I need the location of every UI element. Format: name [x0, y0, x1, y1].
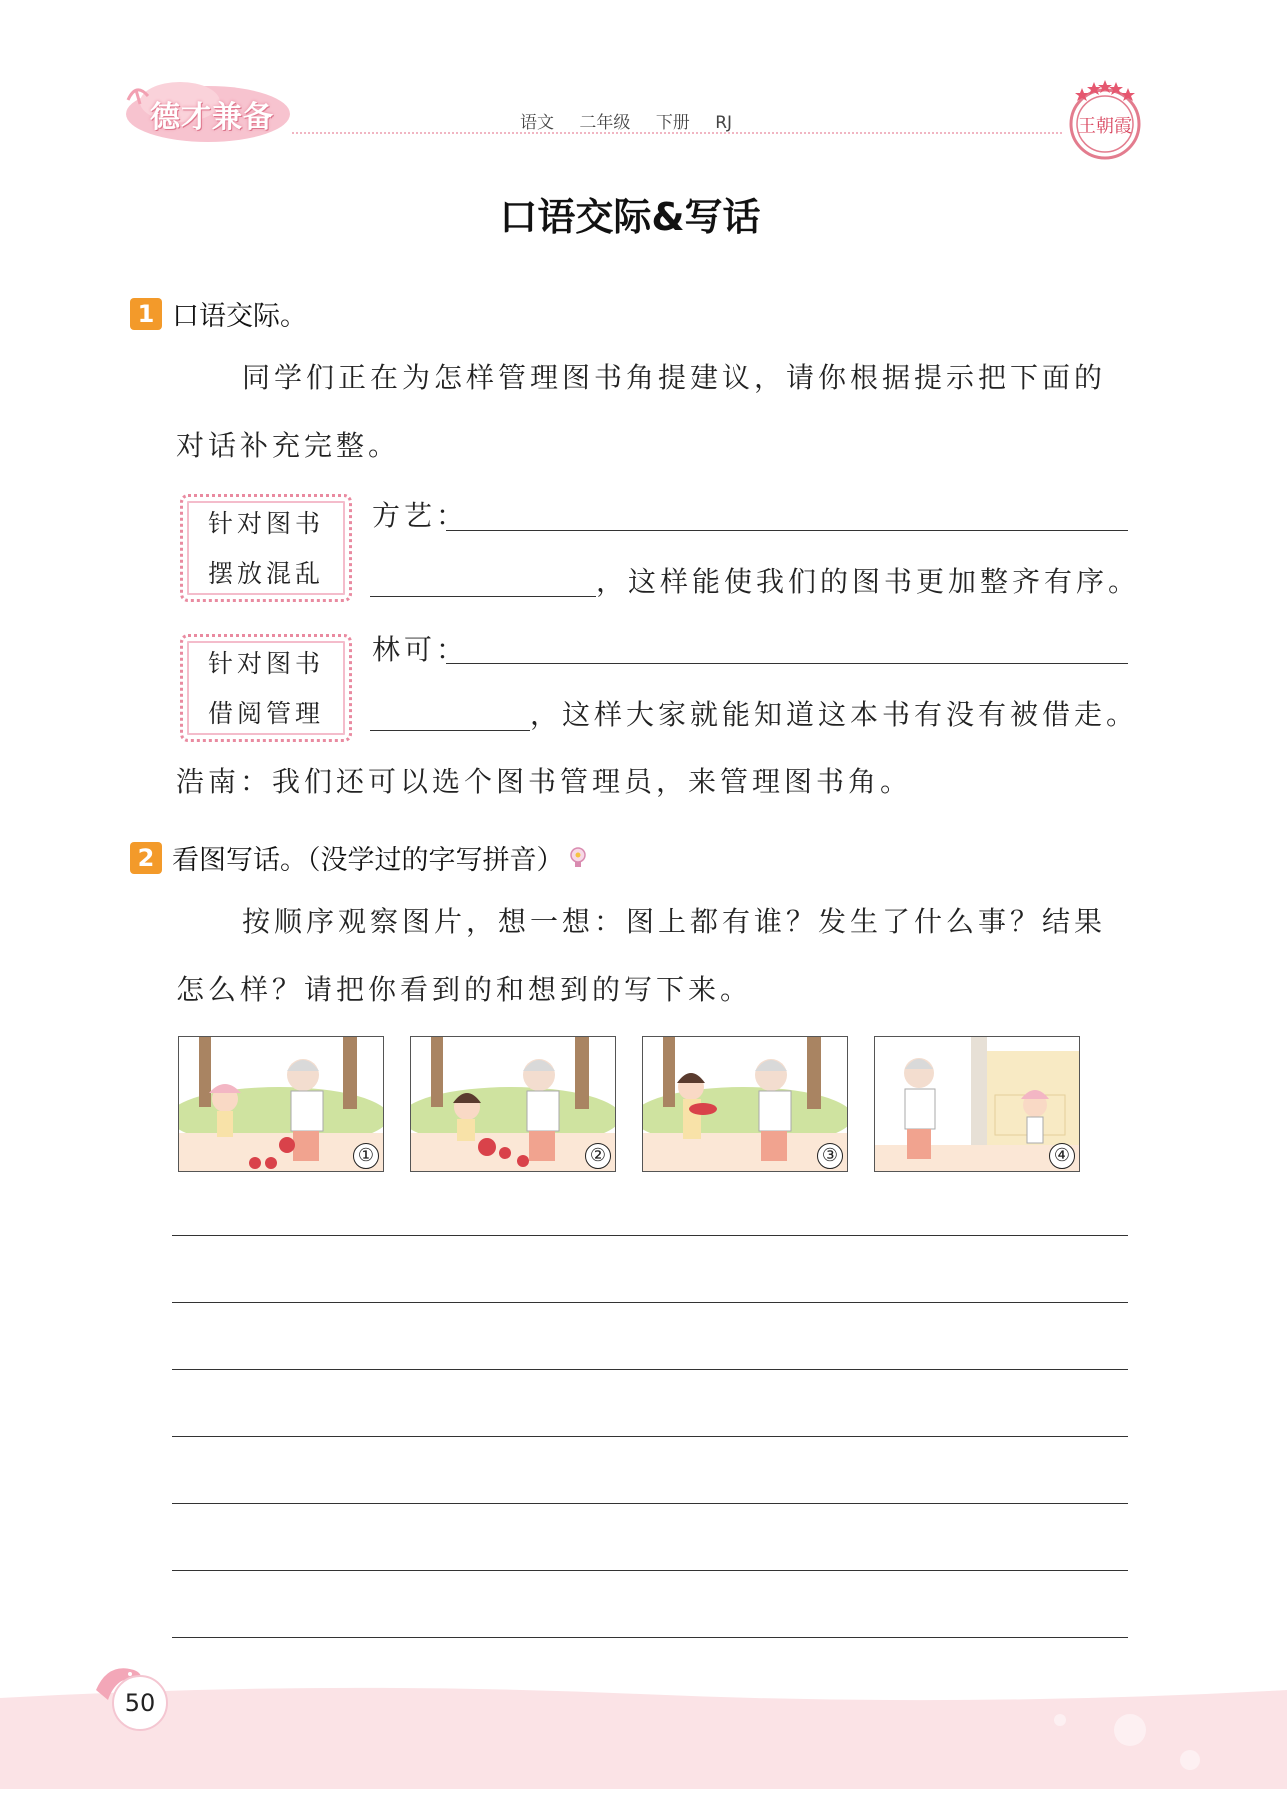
section-1-intro-line1: 同学们正在为怎样管理图书角提建议，请你根据提示把下面的 [242, 361, 1107, 394]
picture-number: ④ [1049, 1143, 1075, 1169]
answer-blank-linke-1[interactable] [446, 663, 1128, 664]
hint-line: 借阅管理 [207, 699, 324, 728]
section-2-title: 看图写话。（没学过的字写拼音） [172, 845, 564, 876]
footer-background [0, 1680, 1287, 1789]
picture-panel-1 [178, 1036, 384, 1172]
book-info [520, 108, 752, 133]
section-1-intro-line2: 对话补充完整。 [176, 429, 401, 462]
section-1-title: 口语交际。 [172, 301, 307, 332]
fangyi-continuation: ，这样能使我们的图书更加整齐有序。 [596, 565, 1141, 598]
picture-number: ③ [817, 1143, 843, 1169]
linke-continuation: ，这样大家就能知道这本书有没有被借走。 [530, 698, 1139, 731]
section-1-heading [130, 294, 307, 333]
edition-label: RJ [715, 113, 733, 133]
answer-blank-linke-2[interactable] [370, 730, 530, 731]
logo-text: 德才兼备 [150, 100, 274, 135]
publisher-logo [120, 78, 292, 146]
writing-line[interactable] [172, 1436, 1128, 1437]
hint-line: 摆放混乱 [207, 559, 324, 588]
volume-label: 下册 [655, 113, 690, 133]
header-divider [292, 132, 1062, 134]
section-2-intro-line2: 怎么样？请把你看到的和想到的写下来。 [176, 973, 753, 1006]
picture-number: ① [353, 1143, 379, 1169]
grade-label: 二年级 [579, 113, 631, 133]
hint-line: 针对图书 [207, 509, 324, 538]
writing-line[interactable] [172, 1637, 1128, 1638]
writing-line[interactable] [172, 1302, 1128, 1303]
answer-blank-fangyi-1[interactable] [446, 530, 1128, 531]
scene-illustration [875, 1037, 1079, 1171]
section-2-heading [130, 838, 588, 877]
seal-text: 王朝霞 [1078, 116, 1132, 137]
section-2-intro-line1: 按顺序观察图片，想一想：图上都有谁？发生了什么事？结果 [242, 905, 1107, 938]
scene-illustration [179, 1037, 383, 1171]
answer-blank-fangyi-2[interactable] [370, 596, 596, 597]
scene-illustration [643, 1037, 847, 1171]
hint-box-arrangement [180, 494, 352, 602]
picture-number: ② [585, 1143, 611, 1169]
speaker-linke: 林可： [372, 633, 469, 666]
speaker-fangyi: 方艺： [372, 499, 469, 532]
picture-panel-3 [642, 1036, 848, 1172]
writing-line[interactable] [172, 1570, 1128, 1571]
picture-panel-4 [874, 1036, 1080, 1172]
scene-illustration [411, 1037, 615, 1171]
page-title: 口语交际&写话 [499, 195, 761, 239]
lightbulb-icon [568, 846, 588, 870]
section-1-number: 1 [130, 298, 162, 330]
writing-line[interactable] [172, 1369, 1128, 1370]
writing-line[interactable] [172, 1503, 1128, 1504]
section-2-number: 2 [130, 842, 162, 874]
writing-line[interactable] [172, 1235, 1128, 1236]
hint-line: 针对图书 [207, 649, 324, 678]
seal-icon [1062, 78, 1148, 164]
dialog-haonan: 浩南：我们还可以选个图书管理员，来管理图书角。 [176, 765, 913, 798]
hint-box-borrowing [180, 634, 352, 742]
author-seal [1062, 78, 1148, 164]
picture-panel-2 [410, 1036, 616, 1172]
subject-label: 语文 [520, 113, 554, 133]
page-number: 50 [112, 1675, 168, 1731]
